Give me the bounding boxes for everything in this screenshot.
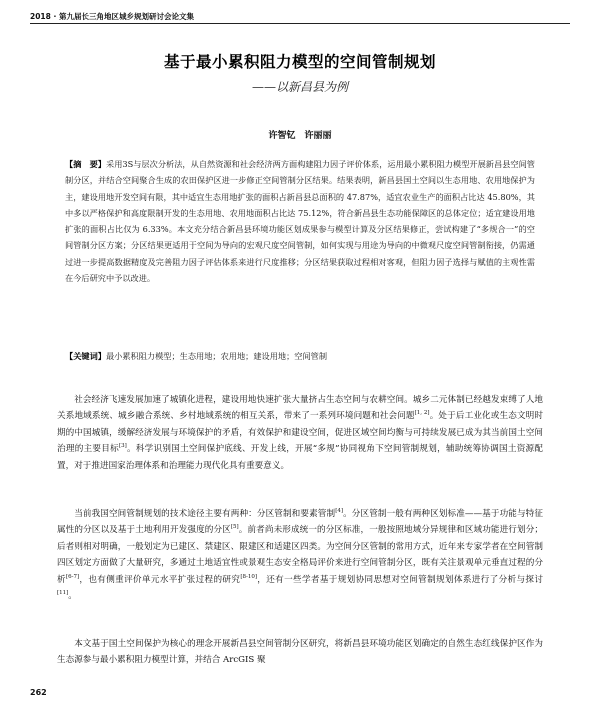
running-header: 2018 · 第九届长三角地区城乡规划研讨会论文集 bbox=[30, 12, 194, 21]
keywords-text: 最小累积阻力模型；生态用地；农用地；建设用地；空间管制 bbox=[105, 351, 328, 361]
citation-4: [5] bbox=[230, 524, 239, 531]
page-number: 262 bbox=[30, 688, 47, 697]
keywords bbox=[65, 348, 535, 364]
header-rule bbox=[30, 23, 570, 24]
abstract bbox=[65, 156, 535, 286]
p1-text-b: 。处于后工业化或生态文明时期的中国城镇，缓解经济发展与环境保护的矛盾，有效保护和建设空间，促进区域空间均衡与可持续发展已成为其当前国土空间治理的主要目标 bbox=[57, 411, 543, 455]
citation-1: [1, 2] bbox=[414, 410, 430, 417]
p2-text-b: 。分区管制一般有两种区划标准——基于功能与特征属性的分区以及基于土地利用开发强度的分区 bbox=[57, 509, 543, 536]
citation-3: [4] bbox=[335, 508, 343, 515]
keywords-label: 【关键词】 bbox=[65, 351, 106, 361]
body-paragraph-3 bbox=[57, 636, 543, 669]
authors: 许智钇 许丽丽 bbox=[268, 131, 332, 141]
p2-text-c: 。前者尚未形成统一的分区标准，一般按照地域分异规律和区域功能进行划分；后者则相对明确，一般划定为已建区、禁建区、限建区和适建区四类。为空间分区管制的常用方式，近年来专家学者在空间管制四区划定方面做了大量研究，多通过土地适宜性或景观生态安全格局评价来进行空间管制分区，既有关注景观单元垂直过程的分析 bbox=[57, 525, 543, 585]
article-subtitle: ——以新昌县为例 bbox=[251, 80, 348, 94]
p3-text: 本文基于国土空间保护为核心的理念开展新昌县空间管制分区研究，将新昌县环境功能区划确定的自然生态红线保护区作为生态源参与最小累积阻力模型计算，并结合 ArcGIS 聚 bbox=[57, 639, 543, 666]
article-title: 基于最小累积阻力模型的空间管制规划 bbox=[163, 53, 436, 71]
abstract-label: 【摘 要】 bbox=[65, 159, 106, 169]
p1-text-a: 社会经济飞速发展加速了城镇化进程，建设用地快速扩张大量挤占生态空间与农耕空间。城乡二元体制已经越发束缚了人地关系地域系统、城乡融合系统、乡村地域系统的相互关系，带来了一系列环境问题和社会问题 bbox=[57, 395, 543, 422]
citation-7: [11] bbox=[57, 590, 69, 597]
p2-text-f: 。 bbox=[68, 591, 77, 602]
body-paragraph-1 bbox=[57, 392, 543, 474]
body-paragraph-2 bbox=[57, 506, 543, 604]
p2-text-e: ，还有一些学者基于规划协同思想对空间管制规划体系进行了分析与探讨 bbox=[256, 574, 543, 585]
p2-text-d: ，也有侧重评价单元水平扩张过程的研究 bbox=[79, 574, 241, 585]
abstract-text: 采用3S与层次分析法，从自然资源和社会经济两方面构建阻力因子评价体系，运用最小累积阻力模型开展新昌县空间管制分区，并结合空间聚合生成的农田保护区进一步修正空间管制分区结果。结果表明，新昌县国土空间以生态用地、农用地保护为主，建设用地开发空间有限，其中适宜生态用地扩张的面积占新昌县总面积的 47.87%，适宜农业生产的面积占比达 45.80%，其中多以严格保护和高度限制开发的生态用地、农用地面积占比达 75.12%，符合新昌县生态功能保障区的总体定位；适宜建设用地扩张的面积占比仅为 6.33%。本文充分结合新昌县环境功能区划成果参与模型计算及分区结果修正，尝试构建了“多规合一”的空间管制分区方案；分区结果更适用于空间为导向的宏观尺度空间管制，如何实现与用途为导向的中微观尺度空间管制衔接，仍需通过进一步提高数据精度及完善阻力因子评估体系来进行尺度推移；分区结果获取过程相对客观，但阻力因子选择与赋值的主观性需在今后研究中予以改进。 bbox=[65, 159, 535, 284]
p1-text-c: 。科学识别国土空间保护底线、开发上线，开展“多规”协同视角下空间管制规划，辅助统筹协调国土资源配置，对于推进国家治理体系和治理能力现代化具有重要意义。 bbox=[57, 444, 543, 471]
citation-6: [8-10] bbox=[240, 573, 257, 580]
citation-2: [3] bbox=[118, 443, 127, 450]
p2-text-a: 当前我国空间管制规划的技术途径主要有两种：分区管制和要素管制 bbox=[74, 509, 336, 519]
citation-5: [6-7] bbox=[65, 573, 80, 580]
